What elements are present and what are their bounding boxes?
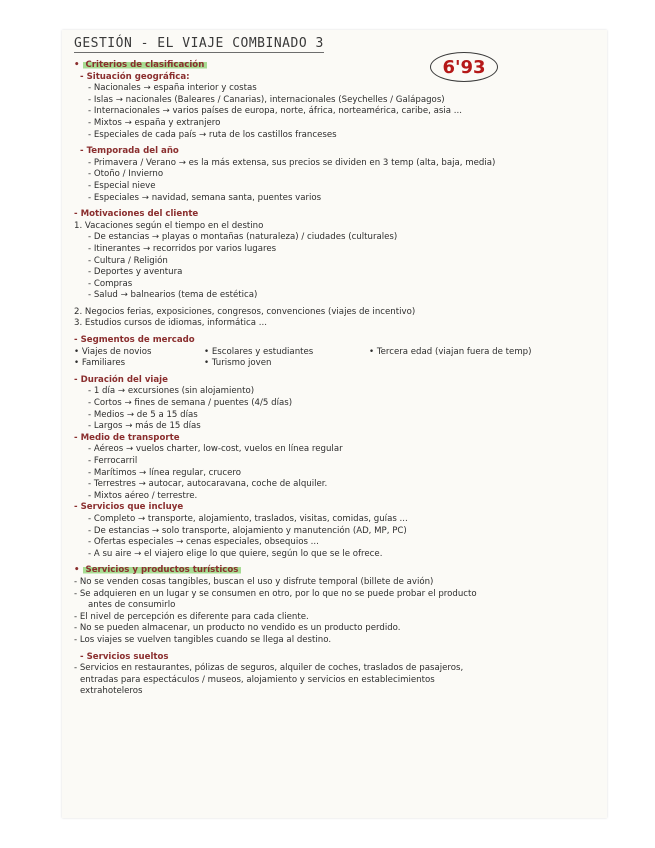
- note-line: - El nivel de percepción es diferente para cada cliente.: [74, 611, 309, 622]
- note-line: - A su aire → el viajero elige lo que quiere, según lo que se le ofrece.: [88, 548, 383, 559]
- subsection-heading: - Segmentos de mercado: [74, 335, 195, 346]
- note-line: - Itinerantes → recorridos por varios lugares: [88, 243, 277, 254]
- note-line: antes de consumirlo: [88, 600, 176, 611]
- note-line: - Largos → más de 15 días: [88, 421, 201, 432]
- note-line: - Primavera / Verano → es la más extensa, sus precios se dividen en 3 temp (alta, baja, media): [88, 157, 496, 168]
- note-line: - De estancias → solo transporte, alojamiento y manutención (AD, MP, PC): [88, 525, 407, 536]
- note-line: - Aéreos → vuelos charter, low-cost, vuelos en línea regular: [88, 444, 343, 455]
- note-line: 3. Estudios cursos de idiomas, informática ...: [74, 318, 267, 329]
- subsection-heading: - Servicios que incluye: [74, 502, 184, 513]
- note-line: • Familiares • Turismo joven: [74, 358, 272, 369]
- note-line: - Deportes y aventura: [88, 267, 183, 278]
- note-line: - Especial nieve: [88, 180, 156, 191]
- section-heading: • Criterios de clasificación: [74, 60, 594, 72]
- note-line: - Los viajes se vuelven tangibles cuando se llega al destino.: [74, 634, 332, 645]
- note-line: - No se pueden almacenar, un producto no vendido es un producto perdido.: [74, 623, 401, 634]
- note-line: - 1 día → excursiones (sin alojamiento): [88, 386, 255, 397]
- note-line: - Ferrocarril: [88, 456, 138, 466]
- note-line: - Mixtos aéreo / terrestre.: [88, 490, 198, 501]
- note-line: - Terrestres → autocar, autocaravana, coche de alquiler.: [88, 479, 328, 490]
- note-line: - De estancias → playas o montañas (naturaleza) / ciudades (culturales): [88, 232, 398, 243]
- note-line: - Especiales → navidad, semana santa, puentes varios: [88, 192, 322, 203]
- note-line: - Internacionales → varios países de europa, norte, áfrica, norteamérica, caribe, asia ...: [88, 106, 462, 117]
- page-title: GESTIÓN - EL VIAJE COMBINADO 3: [74, 36, 324, 51]
- note-line: - Marítimos → línea regular, crucero: [88, 467, 241, 478]
- subsection-heading: - Situación geográfica:: [80, 71, 190, 82]
- note-line: - Cultura / Religión: [88, 255, 168, 266]
- note-line: - Nacionales → españa interior y costas: [88, 83, 257, 94]
- note-line: extrahoteleros: [80, 686, 143, 697]
- note-line: - Medios → de 5 a 15 días: [88, 409, 198, 420]
- note-line: - Otoño / Invierno: [88, 169, 164, 180]
- note-line: entradas para espectáculos / museos, alojamiento y servicios en establecimientos: [80, 674, 435, 685]
- note-line: - Compras: [88, 278, 133, 289]
- note-line: • Viajes de novios • Escolares y estudiantes • Tercera edad (viajan fuera de temp): [74, 346, 532, 357]
- note-line: - No se venden cosas tangibles, buscan el uso y disfrute temporal (billete de avión): [74, 576, 434, 587]
- note-line: - Especiales de cada país → ruta de los castillos franceses: [88, 129, 337, 140]
- subsection-heading: - Medio de transporte: [74, 432, 180, 443]
- subsection-heading: - Servicios sueltos: [80, 651, 169, 662]
- note-line: - Ofertas especiales → cenas especiales, obsequios ...: [88, 537, 319, 548]
- note-line: - Salud → balnearios (tema de estética): [88, 290, 258, 301]
- notes-body: [74, 60, 594, 698]
- section-heading: • Servicios y productos turísticos: [74, 565, 594, 577]
- note-line: 2. Negocios ferias, exposiciones, congresos, convenciones (viajes de incentivo): [74, 306, 416, 317]
- note-line: 1. Vacaciones según el tiempo en el destino: [74, 220, 264, 231]
- subsection-heading: - Temporada del año: [80, 146, 179, 157]
- subsection-heading: - Motivaciones del cliente: [74, 209, 199, 220]
- note-line: - Servicios en restaurantes, pólizas de seguros, alquiler de coches, traslados de pasajeros,: [74, 663, 464, 674]
- note-line: - Islas → nacionales (Baleares / Canarias), internacionales (Seychelles / Galápagos): [88, 94, 445, 105]
- subsection-heading: - Duración del viaje: [74, 374, 168, 385]
- note-line: - Mixtos → españa y extranjero: [88, 117, 221, 128]
- note-line: - Cortos → fines de semana / puentes (4/5 días): [88, 398, 293, 409]
- note-line: - Completo → transporte, alojamiento, traslados, visitas, comidas, guías ...: [88, 513, 408, 524]
- grade-badge: 6'93: [430, 52, 498, 82]
- note-line: - Se adquieren en un lugar y se consumen en otro, por lo que no se puede probar el producto: [74, 588, 477, 599]
